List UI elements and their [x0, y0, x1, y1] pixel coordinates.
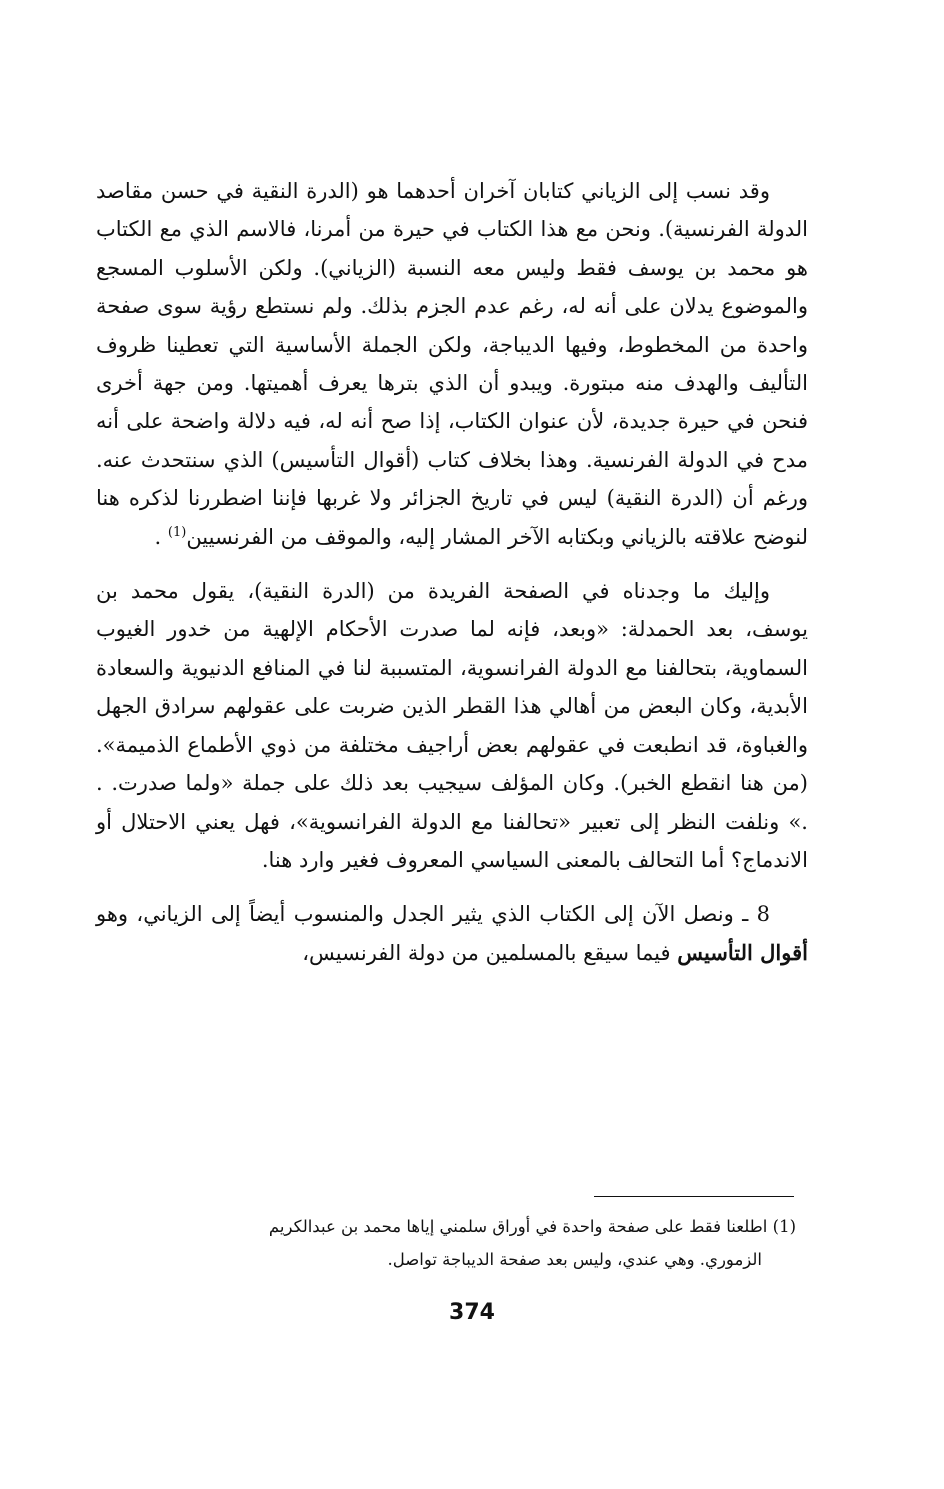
paragraph-1-text: وقد نسب إلى الزياني كتابان آخران أحدهما هو (الدرة النقية في حسن مقاصد الدولة الفرنسية). ونحن مع هذا الكتاب في حيرة من أمرنا، فالاسم الذي مع الكتاب هو محمد بن يوسف فقط وليس معه النسبة (الزياني). ولكن الأسلوب المسجع والموضوع يدلان على أنه له، رغم عدم الجزم بذلك. ولم نستطع رؤية سوى صفحة واحدة من المخطوط، وفيها الديباجة، ولكن الجملة الأساسية التي تعطينا ظروف التأليف والهدف منه مبتورة. ويبدو أن الذي بترها يعرف أهميتها. ومن جهة أخرى فنحن في حيرة جديدة، لأن عنوان الكتاب، إذا صح أنه له، فيه دلالة واضحة على أنه مدح في الدولة الفرنسية. وهذا بخلاف كتاب (أقوال التأسيس) الذي سنتحدث عنه. ورغم أن (الدرة النقية) ليس في تاريخ الجزائر ولا غربها فإننا اضطررنا لذكره هنا لنوضح علاقته بالزياني وبكتابه الآخر المشار إليه، والموقف من الفرنسيين — [96, 179, 808, 549]
main-text — [96, 172, 808, 972]
paragraph-durra-intro — [96, 172, 808, 556]
book-title-aqwal: أقوال التأسيس — [677, 939, 808, 965]
page-number: 374 — [449, 1300, 495, 1325]
footnote-reference: (1) — [167, 524, 187, 540]
section-8-lead: 8 ـ ونصل الآن إلى الكتاب الذي يثير الجدل والمنسوب أيضاً إلى الزياني، وهو — [96, 902, 770, 927]
paragraph-1-end: . — [154, 524, 162, 549]
section-8-tail: فيما سيقع بالمسلمين من دولة الفرنسيس، — [302, 940, 671, 965]
paragraph-durra-quote: وإليك ما وجدناه في الصفحة الفريدة من (الدرة النقية)، يقول محمد بن يوسف، بعد الحمدلة: «وبعد، فإنه لما صدرت الأحكام الإلهية من خدور الغيوب السماوية، بتحالفنا مع الدولة الفرانسوية، المتسببة لنا في المنافع الدنيوية والسعادة الأبدية، وكان البعض من أهالي هذا القطر الذين ضربت على عقولهم سرادق الجهل والغباوة، قد انطبعت في عقولهم بعض أراجيف مختلفة من ذوي الأطماع الذميمة». (من هنا انقطع الخبر). وكان المؤلف سيجيب بعد ذلك على جملة «ولما صدرت. . .» ونلفت النظر إلى تعبير «تحالفنا مع الدولة الفرانسوية»، فهل يعني الاحتلال أو الاندماج؟ أما التحالف بالمعنى السياسي المعروف فغير وارد هنا. — [96, 579, 808, 872]
footnote-line-2: الزموري. وهي عندي، وليس بعد صفحة الديباجة تواصل. — [387, 1250, 762, 1269]
paragraph-section-8 — [96, 895, 808, 972]
footnote-divider — [594, 1196, 794, 1197]
footnote — [84, 1210, 796, 1276]
footnote-line-1: (1) اطلعنا فقط على صفحة واحدة في أوراق سلمني إياها محمد بن عبدالكريم — [268, 1217, 796, 1236]
